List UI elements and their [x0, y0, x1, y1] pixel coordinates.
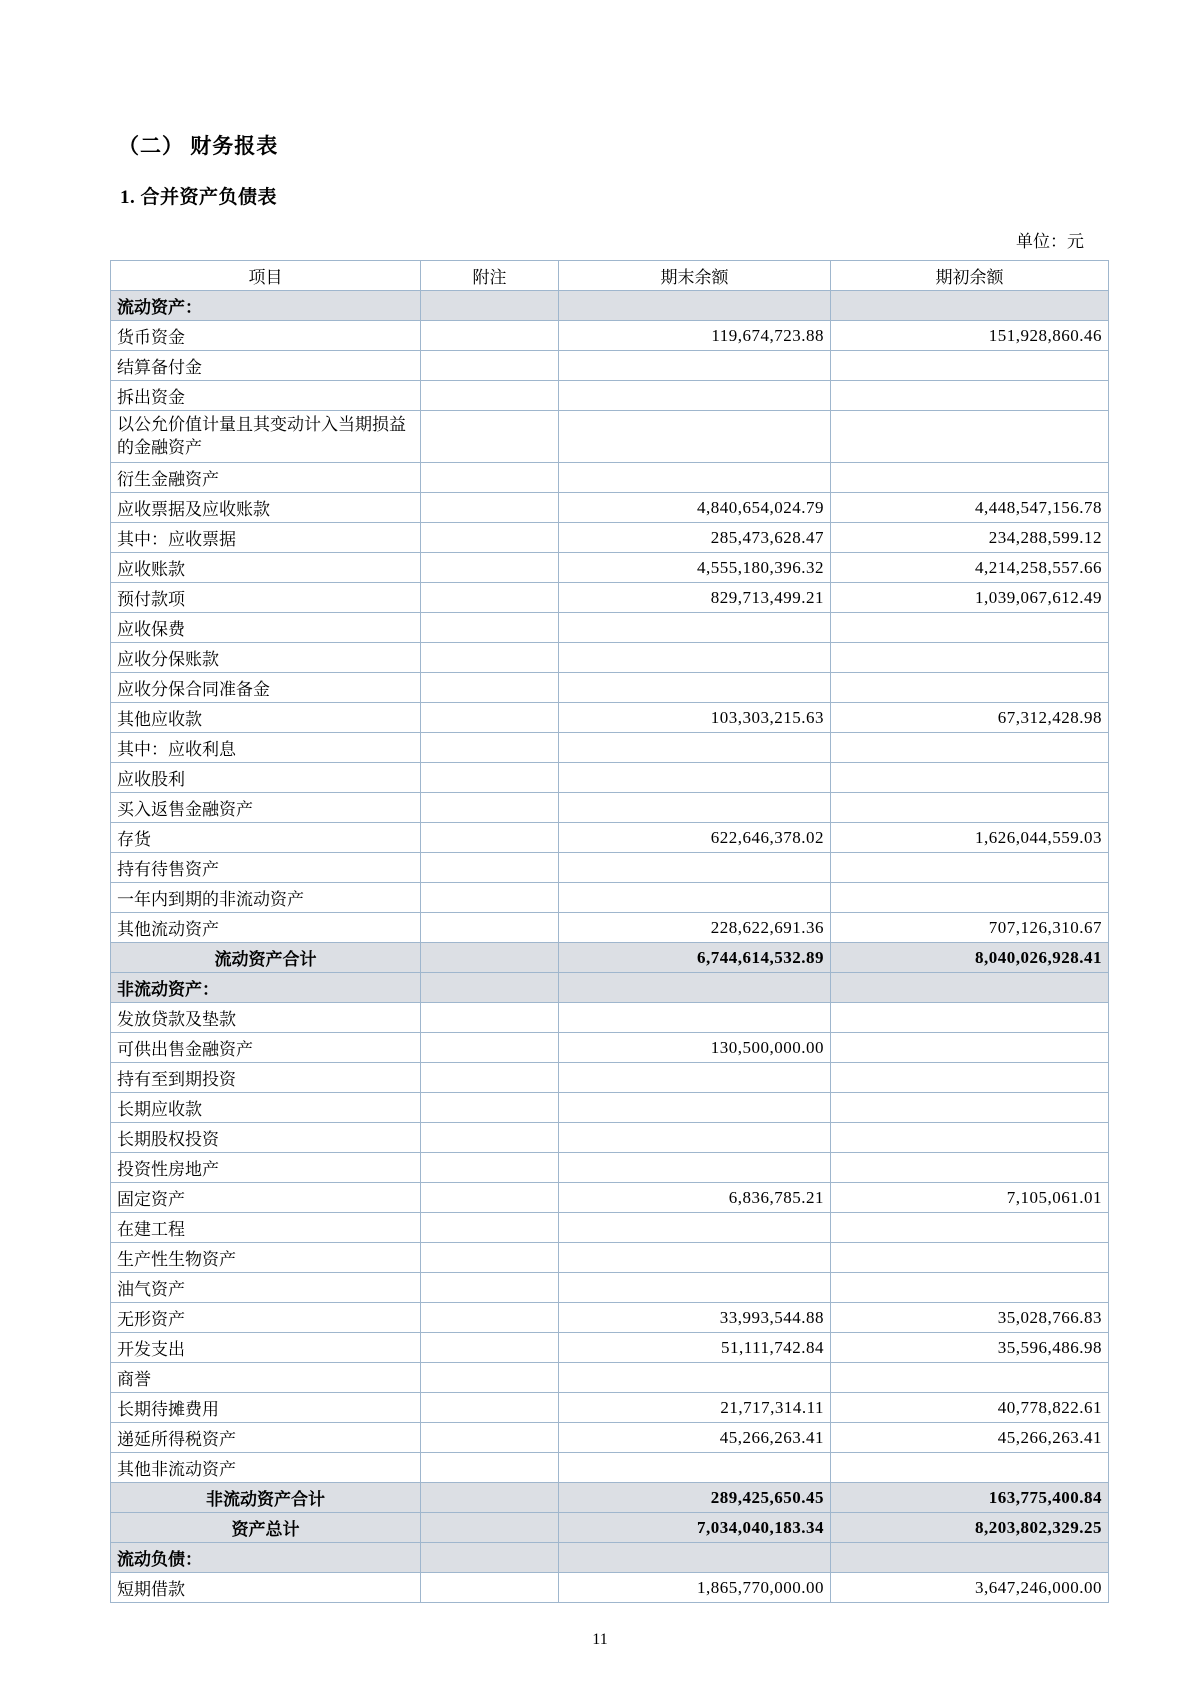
cell-beginning-balance [831, 1003, 1109, 1033]
table-row [111, 1273, 1109, 1303]
table-row [111, 381, 1109, 411]
column-header-ending-balance: 期末余额 [559, 261, 831, 291]
cell-item: 短期借款 [111, 1573, 421, 1603]
cell-ending-balance: 4,555,180,396.32 [559, 553, 831, 583]
cell-note [421, 1573, 559, 1603]
column-header-item: 项目 [111, 261, 421, 291]
cell-beginning-balance [831, 463, 1109, 493]
cell-item: 持有待售资产 [111, 853, 421, 883]
cell-note [421, 763, 559, 793]
unit-label: 单位：元 [1016, 232, 1084, 251]
table-row [111, 463, 1109, 493]
cell-item: 一年内到期的非流动资产 [111, 883, 421, 913]
cell-beginning-balance [831, 853, 1109, 883]
cell-note [421, 1333, 559, 1363]
cell-note [421, 1153, 559, 1183]
cell-ending-balance: 289,425,650.45 [559, 1483, 831, 1513]
cell-ending-balance: 4,840,654,024.79 [559, 493, 831, 523]
cell-item: 商誉 [111, 1363, 421, 1393]
cell-ending-balance [559, 733, 831, 763]
cell-ending-balance [559, 1093, 831, 1123]
cell-ending-balance: 119,674,723.88 [559, 321, 831, 351]
table-row [111, 523, 1109, 553]
cell-note [421, 1273, 559, 1303]
table-row [111, 321, 1109, 351]
cell-ending-balance [559, 1453, 831, 1483]
cell-ending-balance [559, 1213, 831, 1243]
cell-note [421, 1513, 559, 1543]
cell-note [421, 1483, 559, 1513]
cell-beginning-balance [831, 1123, 1109, 1153]
cell-beginning-balance: 3,647,246,000.00 [831, 1573, 1109, 1603]
table-row [111, 793, 1109, 823]
table-section-row [111, 291, 1109, 321]
cell-ending-balance: 228,622,691.36 [559, 913, 831, 943]
column-header-beginning-balance: 期初余额 [831, 261, 1109, 291]
cell-beginning-balance: 1,039,067,612.49 [831, 583, 1109, 613]
column-header-note: 附注 [421, 261, 559, 291]
cell-note [421, 1213, 559, 1243]
cell-note [421, 823, 559, 853]
cell-note [421, 1363, 559, 1393]
cell-note [421, 703, 559, 733]
cell-beginning-balance: 8,040,026,928.41 [831, 943, 1109, 973]
table-row [111, 1393, 1109, 1423]
cell-beginning-balance [831, 733, 1109, 763]
cell-beginning-balance: 4,448,547,156.78 [831, 493, 1109, 523]
cell-note [421, 793, 559, 823]
cell-item: 资产总计 [111, 1513, 421, 1543]
cell-note [421, 321, 559, 351]
cell-note [421, 1453, 559, 1483]
cell-beginning-balance [831, 1153, 1109, 1183]
cell-ending-balance [559, 381, 831, 411]
cell-beginning-balance [831, 1033, 1109, 1063]
table-row [111, 1243, 1109, 1273]
cell-ending-balance [559, 411, 831, 463]
cell-item: 买入返售金融资产 [111, 793, 421, 823]
table-row [111, 643, 1109, 673]
table-row [111, 673, 1109, 703]
cell-beginning-balance [831, 1243, 1109, 1273]
cell-item: 其他流动资产 [111, 913, 421, 943]
table-row [111, 1093, 1109, 1123]
cell-item: 在建工程 [111, 1213, 421, 1243]
cell-note [421, 1393, 559, 1423]
cell-ending-balance [559, 613, 831, 643]
cell-ending-balance [559, 291, 831, 321]
cell-note [421, 1183, 559, 1213]
cell-beginning-balance: 4,214,258,557.66 [831, 553, 1109, 583]
cell-beginning-balance [831, 883, 1109, 913]
table-row [111, 1033, 1109, 1063]
cell-beginning-balance [831, 1063, 1109, 1093]
cell-beginning-balance [831, 673, 1109, 703]
cell-item: 流动资产合计 [111, 943, 421, 973]
table-header [111, 261, 1109, 291]
cell-ending-balance [559, 463, 831, 493]
cell-note [421, 1033, 559, 1063]
cell-ending-balance: 103,303,215.63 [559, 703, 831, 733]
cell-note [421, 853, 559, 883]
section-heading: （二） 财务报表 [118, 134, 279, 158]
cell-note [421, 1123, 559, 1153]
cell-ending-balance [559, 883, 831, 913]
table-row [111, 1333, 1109, 1363]
cell-ending-balance [559, 1363, 831, 1393]
cell-beginning-balance [831, 351, 1109, 381]
table-total-row [111, 1513, 1109, 1543]
cell-item: 流动资产： [111, 291, 421, 321]
table-row [111, 1423, 1109, 1453]
cell-item: 以公允价值计量且其变动计入当期损益的金融资产 [111, 411, 421, 463]
cell-item: 无形资产 [111, 1303, 421, 1333]
table-row [111, 553, 1109, 583]
cell-beginning-balance: 35,596,486.98 [831, 1333, 1109, 1363]
cell-item: 固定资产 [111, 1183, 421, 1213]
cell-beginning-balance [831, 411, 1109, 463]
table-row [111, 853, 1109, 883]
cell-item: 生产性生物资产 [111, 1243, 421, 1273]
table-row [111, 1303, 1109, 1333]
table-row [111, 583, 1109, 613]
table-section-row [111, 973, 1109, 1003]
cell-item: 应收分保账款 [111, 643, 421, 673]
table-total-row [111, 943, 1109, 973]
cell-beginning-balance: 1,626,044,559.03 [831, 823, 1109, 853]
cell-ending-balance [559, 1123, 831, 1153]
table-row [111, 763, 1109, 793]
cell-ending-balance [559, 351, 831, 381]
cell-note [421, 463, 559, 493]
cell-item: 油气资产 [111, 1273, 421, 1303]
cell-ending-balance: 45,266,263.41 [559, 1423, 831, 1453]
table-row [111, 913, 1109, 943]
cell-note [421, 381, 559, 411]
table-row [111, 733, 1109, 763]
table-row [111, 1453, 1109, 1483]
cell-item: 存货 [111, 823, 421, 853]
cell-beginning-balance [831, 1453, 1109, 1483]
cell-ending-balance: 7,034,040,183.34 [559, 1513, 831, 1543]
table-body [111, 291, 1109, 1603]
cell-note [421, 1093, 559, 1123]
cell-beginning-balance [831, 1213, 1109, 1243]
cell-note [421, 411, 559, 463]
table-row [111, 1573, 1109, 1603]
table-row [111, 1213, 1109, 1243]
cell-note [421, 613, 559, 643]
cell-note [421, 583, 559, 613]
cell-ending-balance: 33,993,544.88 [559, 1303, 831, 1333]
balance-sheet-table [110, 260, 1109, 1603]
cell-beginning-balance [831, 973, 1109, 1003]
cell-item: 衍生金融资产 [111, 463, 421, 493]
cell-note [421, 1303, 559, 1333]
cell-beginning-balance: 8,203,802,329.25 [831, 1513, 1109, 1543]
cell-beginning-balance [831, 1273, 1109, 1303]
table-row [111, 411, 1109, 463]
table-row [111, 1123, 1109, 1153]
cell-item: 投资性房地产 [111, 1153, 421, 1183]
cell-note [421, 943, 559, 973]
cell-item: 长期股权投资 [111, 1123, 421, 1153]
cell-beginning-balance [831, 793, 1109, 823]
cell-ending-balance: 6,744,614,532.89 [559, 943, 831, 973]
cell-beginning-balance: 45,266,263.41 [831, 1423, 1109, 1453]
cell-item: 应收票据及应收账款 [111, 493, 421, 523]
table-header-row [111, 261, 1109, 291]
cell-item: 应收分保合同准备金 [111, 673, 421, 703]
cell-beginning-balance [831, 763, 1109, 793]
cell-ending-balance: 21,717,314.11 [559, 1393, 831, 1423]
cell-item: 货币资金 [111, 321, 421, 351]
cell-beginning-balance [831, 1363, 1109, 1393]
cell-item: 应收股利 [111, 763, 421, 793]
cell-ending-balance [559, 1063, 831, 1093]
cell-beginning-balance [831, 613, 1109, 643]
cell-note [421, 553, 559, 583]
cell-beginning-balance [831, 381, 1109, 411]
cell-note [421, 1423, 559, 1453]
cell-ending-balance: 829,713,499.21 [559, 583, 831, 613]
cell-item: 拆出资金 [111, 381, 421, 411]
table-row [111, 1183, 1109, 1213]
cell-item: 非流动资产合计 [111, 1483, 421, 1513]
table-row [111, 1063, 1109, 1093]
cell-beginning-balance: 151,928,860.46 [831, 321, 1109, 351]
cell-ending-balance: 51,111,742.84 [559, 1333, 831, 1363]
cell-ending-balance [559, 1543, 831, 1573]
cell-ending-balance [559, 643, 831, 673]
cell-item: 长期应收款 [111, 1093, 421, 1123]
cell-note [421, 1003, 559, 1033]
cell-note [421, 913, 559, 943]
table-row [111, 1363, 1109, 1393]
cell-item: 其中：应收票据 [111, 523, 421, 553]
cell-item: 发放贷款及垫款 [111, 1003, 421, 1033]
table-row [111, 493, 1109, 523]
cell-ending-balance: 622,646,378.02 [559, 823, 831, 853]
cell-ending-balance: 130,500,000.00 [559, 1033, 831, 1063]
table-row [111, 613, 1109, 643]
cell-item: 可供出售金融资产 [111, 1033, 421, 1063]
cell-note [421, 351, 559, 381]
cell-beginning-balance: 40,778,822.61 [831, 1393, 1109, 1423]
cell-ending-balance [559, 853, 831, 883]
cell-note [421, 1243, 559, 1273]
cell-note [421, 291, 559, 321]
table-row [111, 1153, 1109, 1183]
cell-ending-balance [559, 1273, 831, 1303]
cell-note [421, 1543, 559, 1573]
cell-beginning-balance: 163,775,400.84 [831, 1483, 1109, 1513]
cell-note [421, 523, 559, 553]
cell-beginning-balance: 7,105,061.01 [831, 1183, 1109, 1213]
cell-note [421, 1063, 559, 1093]
cell-beginning-balance: 35,028,766.83 [831, 1303, 1109, 1333]
cell-beginning-balance [831, 1093, 1109, 1123]
cell-item: 开发支出 [111, 1333, 421, 1363]
cell-note [421, 973, 559, 1003]
cell-ending-balance [559, 763, 831, 793]
cell-beginning-balance: 234,288,599.12 [831, 523, 1109, 553]
cell-note [421, 673, 559, 703]
cell-note [421, 883, 559, 913]
cell-item: 长期待摊费用 [111, 1393, 421, 1423]
cell-ending-balance [559, 1003, 831, 1033]
cell-ending-balance [559, 673, 831, 703]
cell-note [421, 493, 559, 523]
cell-beginning-balance [831, 1543, 1109, 1573]
cell-item: 预付款项 [111, 583, 421, 613]
cell-beginning-balance [831, 291, 1109, 321]
cell-ending-balance [559, 973, 831, 1003]
table-row [111, 351, 1109, 381]
table-row [111, 823, 1109, 853]
cell-ending-balance: 6,836,785.21 [559, 1183, 831, 1213]
cell-item: 结算备付金 [111, 351, 421, 381]
cell-ending-balance: 285,473,628.47 [559, 523, 831, 553]
cell-item: 其他非流动资产 [111, 1453, 421, 1483]
cell-item: 其中：应收利息 [111, 733, 421, 763]
cell-beginning-balance: 67,312,428.98 [831, 703, 1109, 733]
cell-beginning-balance [831, 643, 1109, 673]
cell-beginning-balance: 707,126,310.67 [831, 913, 1109, 943]
table-row [111, 883, 1109, 913]
cell-item: 应收账款 [111, 553, 421, 583]
cell-item: 递延所得税资产 [111, 1423, 421, 1453]
cell-item: 其他应收款 [111, 703, 421, 733]
cell-note [421, 643, 559, 673]
cell-ending-balance: 1,865,770,000.00 [559, 1573, 831, 1603]
table-row [111, 1003, 1109, 1033]
cell-ending-balance [559, 1153, 831, 1183]
cell-item: 应收保费 [111, 613, 421, 643]
cell-item: 持有至到期投资 [111, 1063, 421, 1093]
table-section-row [111, 1543, 1109, 1573]
page-number: 11 [592, 1631, 608, 1648]
cell-note [421, 733, 559, 763]
cell-ending-balance [559, 793, 831, 823]
cell-item: 流动负债： [111, 1543, 421, 1573]
table-row [111, 703, 1109, 733]
sub-heading: 1. 合并资产负债表 [120, 187, 278, 208]
cell-item: 非流动资产： [111, 973, 421, 1003]
cell-ending-balance [559, 1243, 831, 1273]
table-total-row [111, 1483, 1109, 1513]
